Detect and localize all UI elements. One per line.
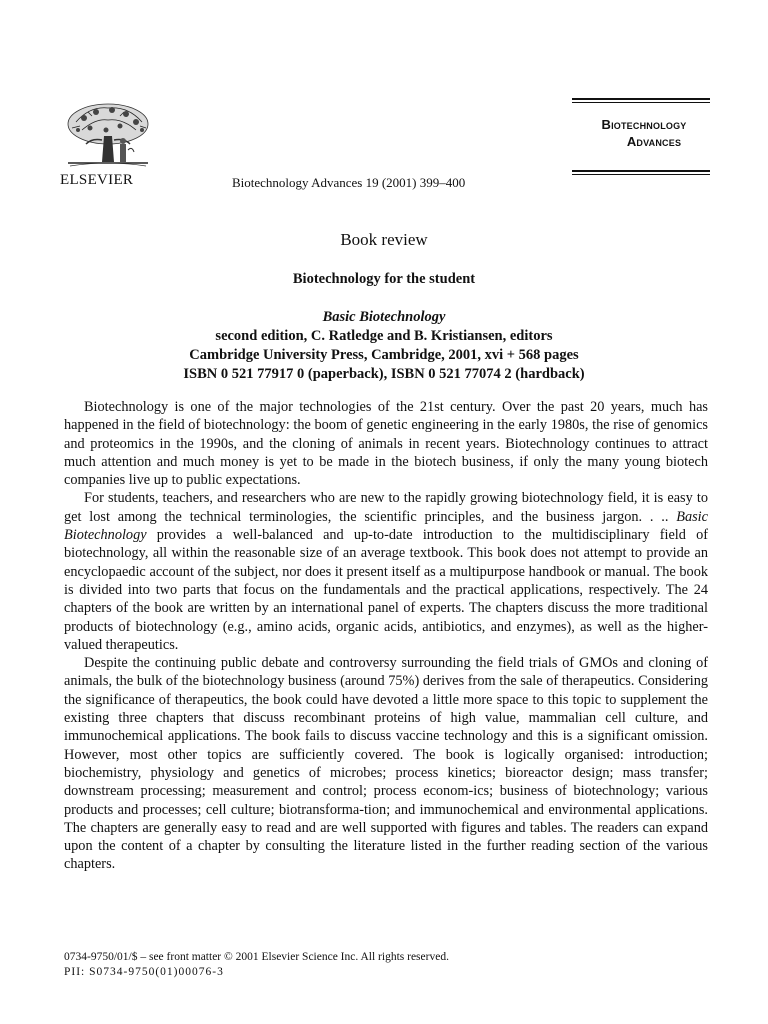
section-heading: Book review <box>340 230 428 249</box>
paragraph-2-start: For students, teachers, and researchers who are new to the rapidly growing biotechnology field, it is easy to get lost among the technical terminologies, the scientific principles, and the business jargon. . .. <box>64 490 708 525</box>
masthead-rule-bottom <box>572 170 710 172</box>
paragraph-2 <box>64 489 708 654</box>
page-footer <box>64 950 708 980</box>
copyright-line: 0734-9750/01/$ – see front matter © 2001 Elsevier Science Inc. All rights reserved. <box>64 951 449 963</box>
paragraph-3: Despite the continuing public debate and controversy surrounding the field trials of GMOs and cloning of animals, the bulk of the biotechnology business (around 75%) derives from the sale of therapeutics. Considering the significance of therapeutics, the book could have devoted a little more space to this topic to supplement the existing three chapters that discuss recombinant proteins of high value, mammalian cell culture, and immunochemical applications. The book fails to discuss vaccine technology and this is a significant omission. However, most other topics are sufficiently covered. The book is logically organised: introduction; biochemistry, physiology and genetics of microbes; process kinetics; bioreactor design; mass transfer; downstream processing; measurement and control; process econom-ics; business of biotechnology; various products and processes; cell culture; biotransforma-tion; and immunochemical and environmental applications. The chapters are generally easy to read and are well supported with figures and tables. The readers can expand upon the content of a chapter by consulting the literature listed in the further reading section of the various chapters. <box>64 655 708 873</box>
publisher-name: ELSEVIER <box>60 172 134 188</box>
article-body <box>64 398 708 874</box>
paragraph-2-end: provides a well-balanced and up-to-date introduction to the multidisciplinary field of biotechnology, all within the reasonable size of an average textbook. This book does not attempt to provide an encyclopaedic account of the subject, nor does it present itself as a multipurpose handbook or manual. The book is divided into two parts that focus on the fundamentals and the practical applications, respectively. The 24 chapters of the book are written by an international panel of experts. The chapters discuss the more traditional products of biotechnology (e.g., amino acids, organic acids, antibiotics, and enzymes), as well as the higher-valued therapeutics. <box>64 527 708 653</box>
elsevier-tree-logo <box>60 100 156 170</box>
book-publisher-line: Cambridge University Press, Cambridge, 2001, xvi + 568 pages <box>189 347 579 363</box>
pii-line: PII: S0734-9750(01)00076-3 <box>64 966 224 978</box>
journal-name <box>572 103 710 170</box>
journal-name-line2: Advances <box>626 134 682 149</box>
review-title: Biotechnology for the student <box>292 271 476 287</box>
tree-icon <box>62 100 154 170</box>
masthead-rule-top <box>572 98 710 100</box>
journal-masthead <box>572 98 710 175</box>
book-isbn-line: ISBN 0 521 77917 0 (paperback), ISBN 0 521 77074 2 (hardback) <box>183 366 585 382</box>
paragraph-1: Biotechnology is one of the major technologies of the 21st century. Over the past 20 years, much has happened in the field of biotechnology: the boom of genetic engineering in the early 1980s, the rise of genomics and proteomics in the 1990s, and the cloning of animals in recent years. Biotechnology continues to attract much attention and much money is yet to be made in the biotech business, if only the many young biotech companies live up to public expectations. <box>64 399 708 489</box>
masthead-rule-bottom-thin <box>572 174 710 175</box>
journal-name-line1: Biotechnology <box>601 117 687 132</box>
book-edition-line: second edition, C. Ratledge and B. Kristiansen, editors <box>215 328 553 344</box>
journal-citation: Biotechnology Advances 19 (2001) 399–400 <box>232 175 466 190</box>
book-title: Basic Biotechnology <box>322 309 446 325</box>
paragraph-2-book-title: Basic Biotechnology <box>64 508 708 544</box>
review-title-block <box>60 270 708 384</box>
